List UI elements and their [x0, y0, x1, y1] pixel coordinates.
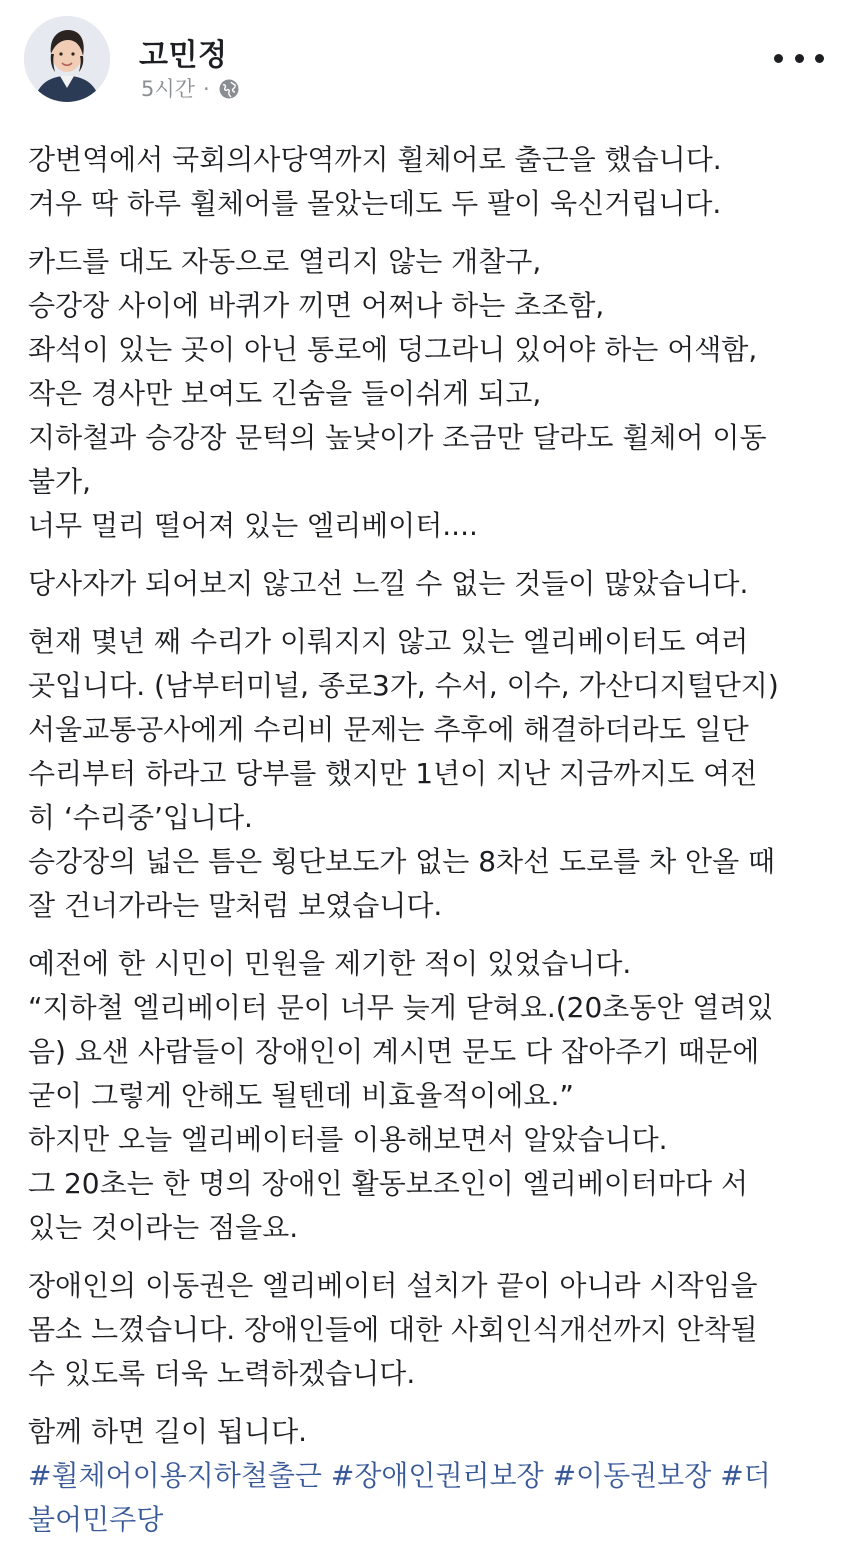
post-line: 현재 몇년 째 수리가 이뤄지지 않고 있는 엘리베이터도 여러	[28, 625, 749, 658]
avatar-photo	[24, 16, 110, 102]
hashtag-link[interactable]: #이동권보장	[552, 1459, 712, 1492]
post-line: 몸소 느꼈습니다. 장애인들에 대한 사회인식개선까지 안착될	[28, 1313, 758, 1346]
post-line: 서울교통공사에게 수리비 문제는 추후에 해결하더라도 일단	[28, 713, 749, 746]
post-line: 승강장의 넓은 틈은 횡단보도가 없는 8차선 도로를 차 안올 때	[28, 845, 776, 878]
author-name[interactable]: 고민정	[139, 38, 228, 73]
post-line: 당사자가 되어보지 않고선 느낄 수 없는 것들이 많았습니다.	[28, 567, 749, 600]
meta-separator: ·	[202, 77, 210, 101]
post-line: 예전에 한 시민이 민원을 제기한 적이 있었습니다.	[28, 947, 632, 980]
post-line: 굳이 그렇게 안해도 될텐데 비효율적이에요.”	[28, 1079, 574, 1112]
more-dot-icon	[815, 54, 824, 63]
more-options-button[interactable]	[774, 46, 824, 70]
hashtag-link[interactable]: 불어민주당	[28, 1503, 164, 1536]
more-dot-icon	[774, 54, 783, 63]
post-line: 수 있도록 더욱 노력하겠습니다.	[28, 1357, 416, 1390]
post-line: 카드를 대도 자동으로 열리지 않는 개찰구,	[28, 245, 542, 278]
avatar[interactable]	[24, 16, 110, 102]
post-line: 겨우 딱 하루 휠체어를 몰았는데도 두 팔이 욱신거립니다.	[28, 187, 722, 220]
post-paragraph	[28, 240, 828, 548]
post-line: 수리부터 하라고 당부를 했지만 1년이 지난 지금까지도 여전	[28, 757, 758, 790]
post-line: 음) 요샌 사람들이 장애인이 계시면 문도 다 잡아주기 때문에	[28, 1035, 760, 1068]
post-line: 승강장 사이에 바퀴가 끼면 어쩌나 하는 초조함,	[28, 289, 605, 322]
hashtag-link[interactable]: #휠체어이용지하철출근	[28, 1459, 322, 1492]
post-paragraph	[28, 138, 828, 226]
post-line: 하지만 오늘 엘리베이터를 이용해보면서 알았습니다.	[28, 1123, 668, 1156]
post-line: 작은 경사만 보여도 긴숨을 들이쉬게 되고,	[28, 377, 542, 410]
post-line: 잘 건너가라는 말처럼 보였습니다.	[28, 889, 443, 922]
more-dot-icon	[795, 54, 804, 63]
post-line: 불가,	[28, 465, 91, 498]
hashtag-link[interactable]: #장애인권리보장	[330, 1459, 544, 1492]
post-line: “지하철 엘리베이터 문이 너무 늦게 닫혀요.(20초동안 열려있	[28, 991, 774, 1024]
post-line: 히 ‘수리중’입니다.	[28, 801, 253, 834]
post-paragraph	[28, 1264, 828, 1396]
post-paragraph	[28, 620, 828, 928]
post-line: 곳입니다. (남부터미널, 종로3가, 수서, 이수, 가산디지털단지)	[28, 669, 779, 702]
post-line: 지하철과 승강장 문턱의 높낮이가 조금만 달라도 휠체어 이동	[28, 421, 767, 454]
post-line: 그 20초는 한 명의 장애인 활동보조인이 엘리베이터마다 서	[28, 1167, 749, 1200]
post-paragraph	[28, 1410, 828, 1542]
hashtag-line	[28, 1498, 828, 1542]
post-paragraph	[28, 942, 828, 1250]
post-line: 있는 것이라는 점을요.	[28, 1211, 299, 1244]
post-paragraph	[28, 562, 828, 606]
post-time[interactable]: 5시간	[141, 77, 195, 101]
post-body	[28, 138, 828, 1556]
post-line: 장애인의 이동권은 엘리베이터 설치가 끝이 아니라 시작임을	[28, 1269, 758, 1302]
hashtag-link[interactable]: #더	[720, 1459, 771, 1492]
post-header	[24, 16, 826, 108]
post-meta	[141, 76, 240, 102]
post-line: 강변역에서 국회의사당역까지 휠체어로 출근을 했습니다.	[28, 143, 722, 176]
post-line: 좌석이 있는 곳이 아닌 통로에 덩그라니 있어야 하는 어색함,	[28, 333, 758, 366]
post-closing: 함께 하면 길이 됩니다.	[28, 1415, 308, 1448]
hashtag-line	[28, 1454, 828, 1498]
globe-icon	[218, 78, 240, 100]
post-line: 너무 멀리 떨어져 있는 엘리베이터....	[28, 509, 478, 542]
